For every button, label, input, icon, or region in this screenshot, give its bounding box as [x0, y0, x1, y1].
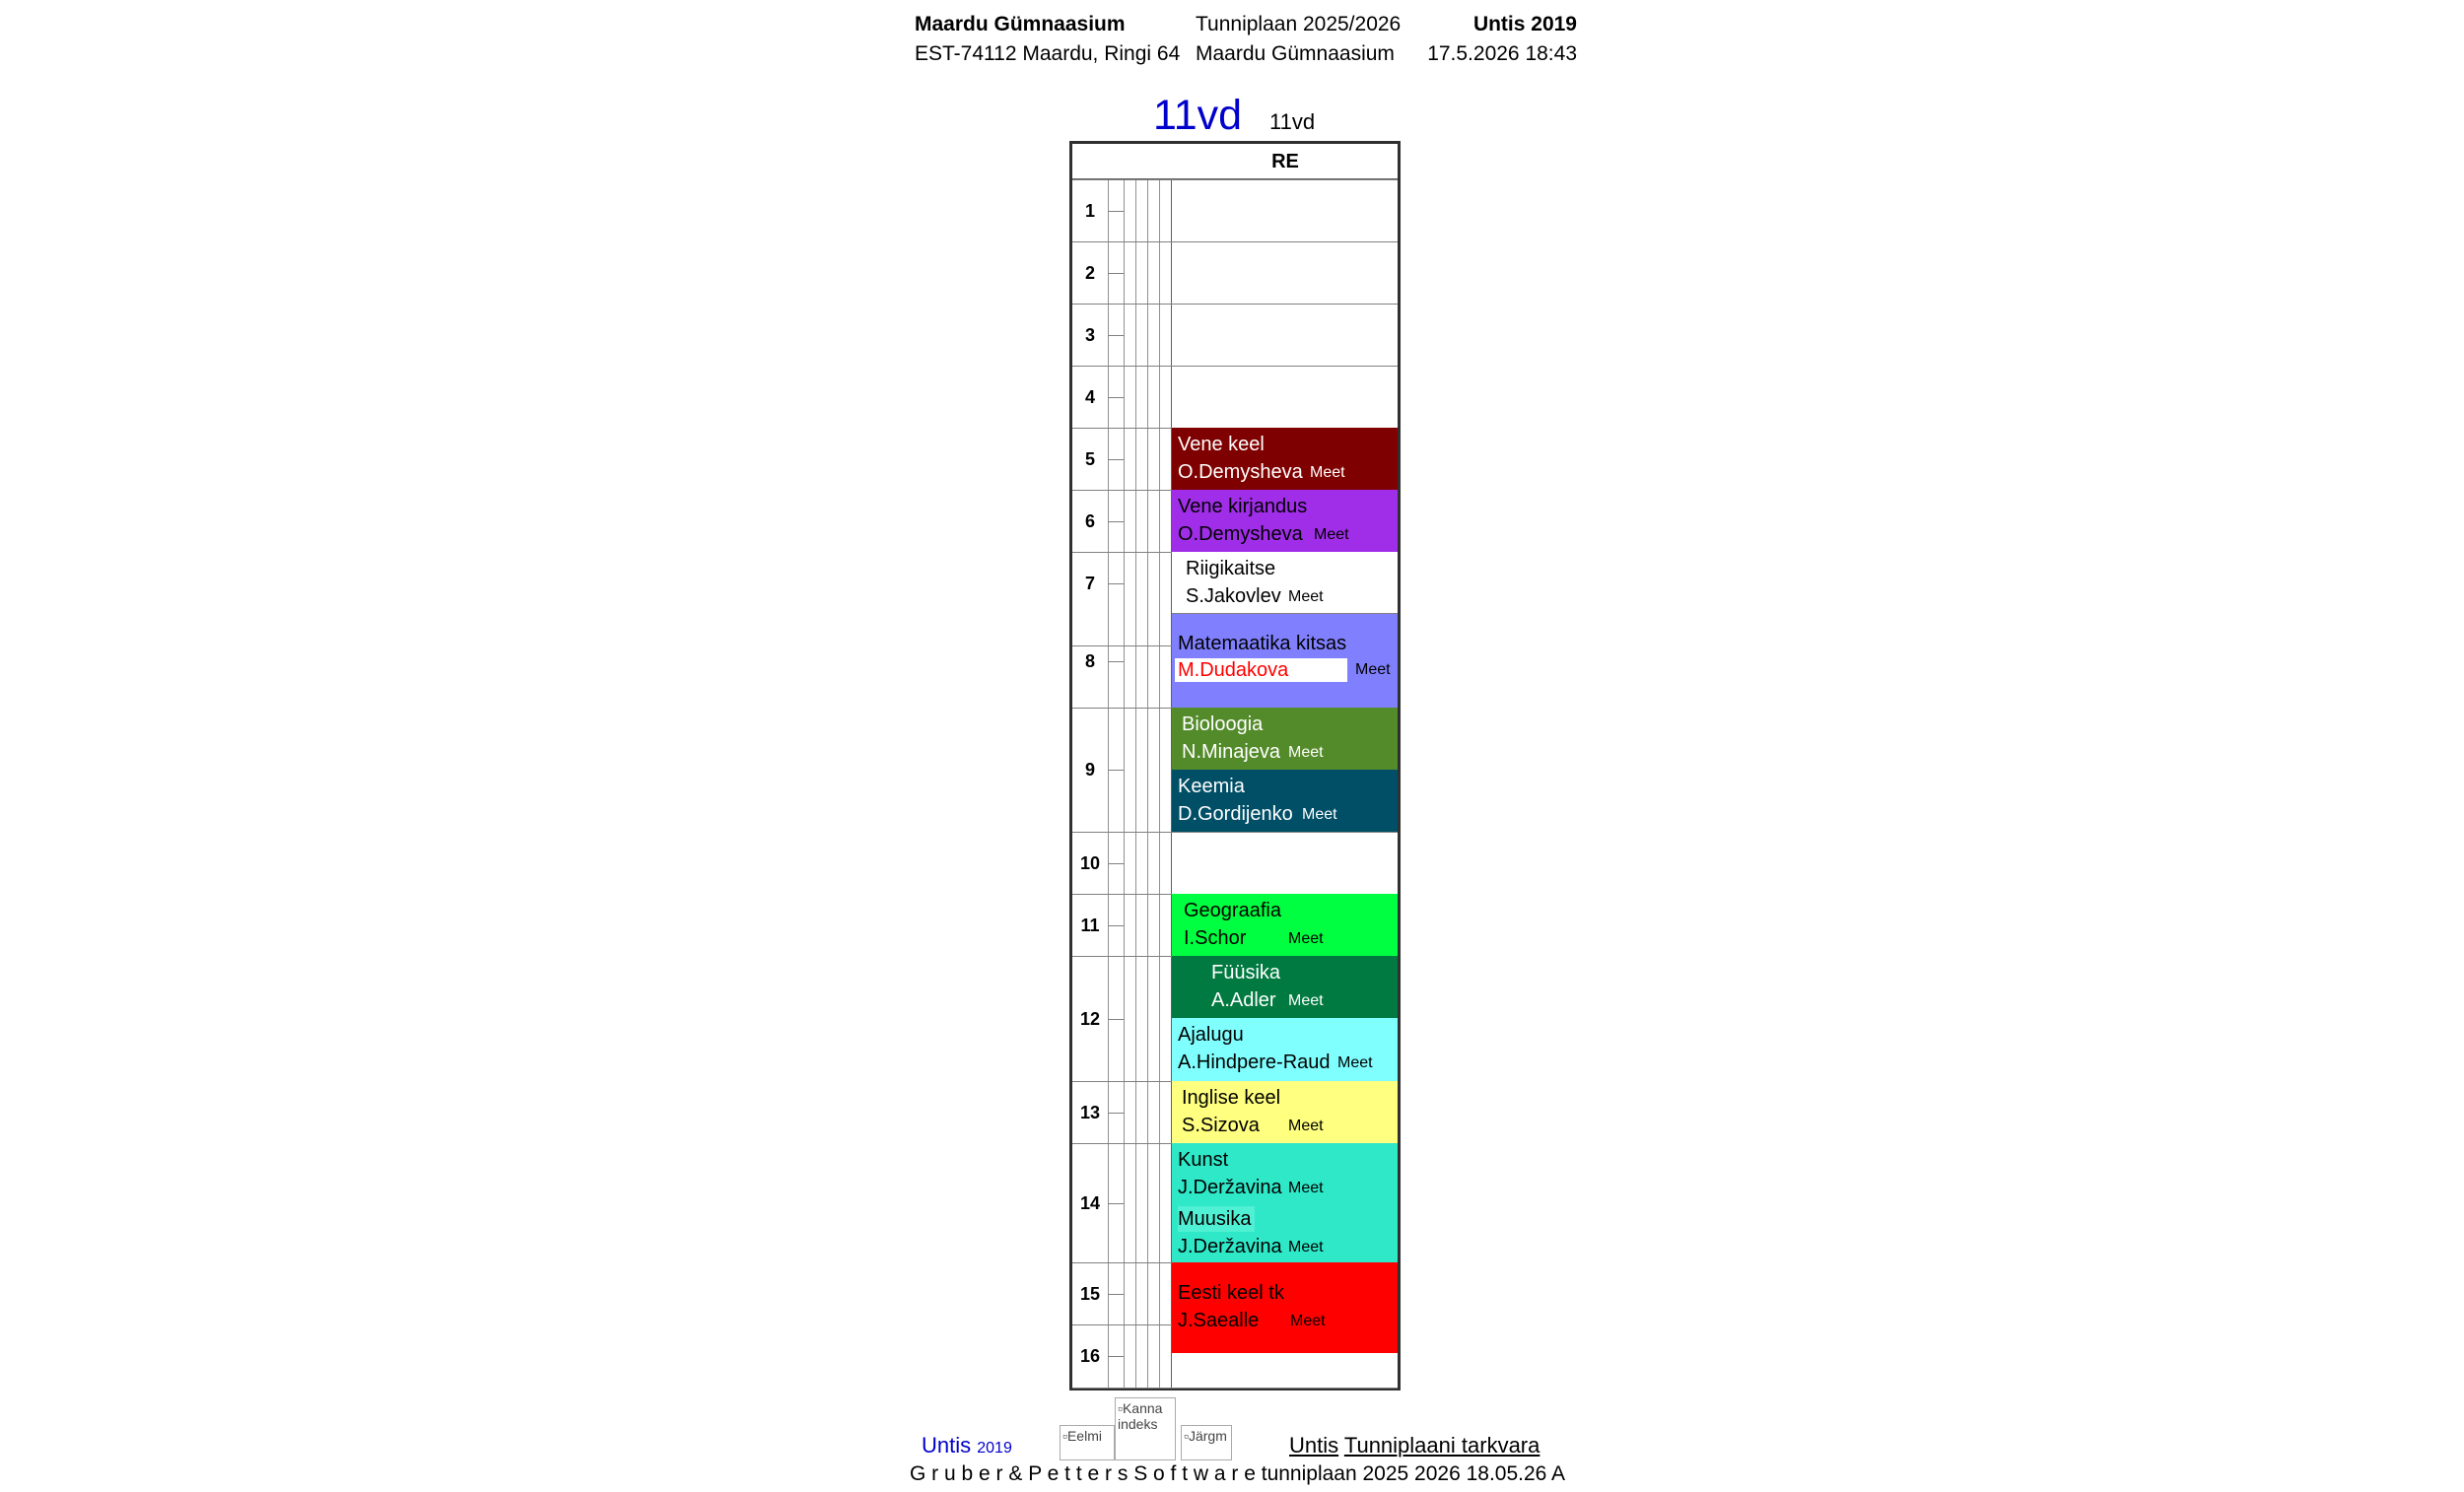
period-number: 8: [1084, 650, 1095, 671]
lesson-block: [1172, 1081, 1398, 1143]
period-number: 6: [1084, 510, 1095, 531]
lesson-block: [1172, 1143, 1398, 1202]
meet-label[interactable]: Meet: [1355, 661, 1391, 678]
lesson-teacher: N.Minajeva: [1182, 741, 1281, 763]
lesson-subject: Riigikaitse: [1186, 558, 1276, 579]
lesson-subject: Muusika: [1178, 1206, 1255, 1232]
period-tick: [1108, 863, 1124, 864]
lesson-teacher: J.Deržavina: [1178, 1177, 1282, 1198]
period-number: 16: [1079, 1346, 1101, 1366]
day-header: RE: [1271, 151, 1299, 172]
software-link[interactable]: Tunniplaani tarkvara: [1343, 1433, 1540, 1458]
lesson-block: [1172, 428, 1398, 490]
meet-label[interactable]: Meet: [1288, 588, 1324, 605]
footer-links: [1289, 1433, 1540, 1458]
footer-credits: G r u b e r & P e t t e r s S o f t w a r e tunniplaan 2025 2026 18.05.26 A: [910, 1462, 1566, 1485]
period-divider: [1072, 832, 1398, 833]
period-number: 15: [1079, 1283, 1101, 1304]
period-number: 7: [1084, 573, 1095, 593]
lesson-teacher: D.Gordijenko: [1178, 803, 1293, 825]
period-number: 1: [1084, 200, 1095, 221]
meet-label[interactable]: Meet: [1288, 1239, 1324, 1255]
lesson-subject: Geograafia: [1184, 900, 1281, 921]
meet-label[interactable]: Meet: [1288, 992, 1324, 1009]
period-number: 5: [1084, 448, 1095, 469]
period-tick: [1108, 1294, 1124, 1295]
school-address: EST-74112 Maardu, Ringi 64: [915, 42, 1181, 65]
period-number: 11: [1080, 915, 1100, 935]
period-tick: [1108, 211, 1124, 212]
meet-label[interactable]: Meet: [1290, 1313, 1326, 1329]
lesson-block: [1172, 1262, 1398, 1353]
lesson-block: [1172, 614, 1398, 708]
lesson-subject: Matemaatika kitsas: [1178, 633, 1347, 654]
lesson-block: [1172, 770, 1398, 832]
period-number: 9: [1084, 760, 1095, 780]
lesson-teacher: O.Demysheva: [1178, 523, 1303, 545]
grid-column-line: [1124, 179, 1125, 1388]
lesson-teacher: S.Jakovlev: [1186, 585, 1281, 607]
meet-label[interactable]: Meet: [1288, 1118, 1324, 1134]
product-name: Untis 2019: [1472, 13, 1577, 35]
meet-label[interactable]: Meet: [1310, 464, 1345, 481]
grid-column-line: [1108, 179, 1109, 1388]
lesson-subject: Kunst: [1178, 1149, 1229, 1171]
period-number: 13: [1079, 1102, 1101, 1122]
period-tick: [1108, 273, 1124, 274]
period-tick: [1108, 397, 1124, 398]
lesson-teacher: O.Demysheva: [1178, 461, 1303, 483]
lesson-subject: Vene keel: [1178, 434, 1265, 455]
lesson-block: [1172, 708, 1398, 770]
lesson-subject: Eesti keel tk: [1178, 1282, 1284, 1304]
period-tick: [1108, 583, 1124, 584]
image-placeholder-icon: ▫: [1118, 1400, 1123, 1416]
plan-school: Maardu Gümnaasium: [1196, 42, 1395, 65]
period-divider: [1072, 179, 1398, 180]
plan-title: Tunniplaan 2025/2026: [1196, 13, 1402, 35]
nav-next-image[interactable]: ▫Järgm: [1181, 1425, 1232, 1460]
lesson-block: [1172, 1202, 1398, 1262]
school-name: Maardu Gümnaasium: [915, 13, 1126, 35]
period-number: 2: [1084, 262, 1095, 283]
meet-label[interactable]: Meet: [1288, 1180, 1324, 1196]
period-divider: [1072, 366, 1398, 367]
grid-column-line: [1147, 179, 1148, 1388]
class-title: 11vd: [1153, 92, 1243, 139]
lesson-teacher: J.Saealle: [1178, 1310, 1260, 1331]
nav-index-image[interactable]: ▫Kanna indeks: [1115, 1397, 1176, 1460]
period-number: 4: [1084, 386, 1095, 407]
meet-label[interactable]: Meet: [1288, 744, 1324, 761]
grid-column-line: [1135, 179, 1136, 1388]
lesson-subject: Bioloogia: [1182, 713, 1264, 735]
lesson-teacher: A.Adler: [1211, 989, 1276, 1011]
period-tick: [1108, 661, 1124, 662]
lesson-teacher: J.Deržavina: [1178, 1236, 1282, 1257]
lesson-teacher: M.Dudakova: [1175, 658, 1347, 682]
period-tick: [1108, 521, 1124, 522]
period-divider: [1072, 241, 1398, 242]
footer-untis-text: Untis: [922, 1433, 972, 1458]
lesson-teacher: I.Schor: [1184, 927, 1247, 949]
meet-label[interactable]: Meet: [1314, 526, 1349, 543]
untis-link[interactable]: Untis: [1289, 1433, 1339, 1458]
footer-untis-year: 2019: [977, 1440, 1012, 1457]
period-tick: [1108, 770, 1124, 771]
period-tick: [1108, 1113, 1124, 1114]
lesson-subject: Keemia: [1178, 776, 1245, 797]
timetable-grid: [1069, 141, 1401, 1390]
period-divider: [1072, 304, 1398, 305]
image-placeholder-icon: ▫: [1062, 1428, 1067, 1444]
footer-untis-logo[interactable]: [922, 1433, 1012, 1458]
meet-label[interactable]: Meet: [1288, 930, 1324, 947]
period-tick: [1108, 1356, 1124, 1357]
lesson-teacher: S.Sizova: [1182, 1115, 1260, 1136]
lesson-subject: Inglise keel: [1182, 1087, 1281, 1109]
lesson-block: [1172, 490, 1398, 552]
lesson-block: [1172, 1018, 1398, 1081]
print-timestamp: 17.5.2026 18:43: [1427, 42, 1577, 65]
lesson-block: [1172, 894, 1398, 956]
meet-label[interactable]: Meet: [1337, 1054, 1373, 1071]
period-tick: [1108, 1203, 1124, 1204]
period-tick: [1108, 1019, 1124, 1020]
nav-prev-image[interactable]: ▫Eelmi: [1060, 1425, 1115, 1460]
lesson-subject: Füüsika: [1211, 962, 1281, 983]
lesson-teacher: A.Hindpere-Raud: [1178, 1051, 1331, 1073]
class-subtitle: 11vd: [1269, 109, 1316, 134]
period-divider: [1072, 1388, 1398, 1389]
period-number: 12: [1079, 1008, 1101, 1029]
lesson-block: [1172, 552, 1398, 614]
lesson-subject: Vene kirjandus: [1178, 496, 1308, 517]
period-tick: [1108, 335, 1124, 336]
period-number: 3: [1084, 324, 1095, 345]
lesson-block: [1172, 956, 1398, 1018]
meet-label[interactable]: Meet: [1302, 806, 1337, 823]
period-number: 14: [1079, 1192, 1101, 1213]
period-tick: [1108, 925, 1124, 926]
image-placeholder-icon: ▫: [1184, 1428, 1189, 1444]
period-tick: [1108, 459, 1124, 460]
grid-column-line: [1159, 179, 1160, 1388]
period-number: 10: [1079, 852, 1101, 873]
lesson-subject: Ajalugu: [1178, 1024, 1244, 1046]
